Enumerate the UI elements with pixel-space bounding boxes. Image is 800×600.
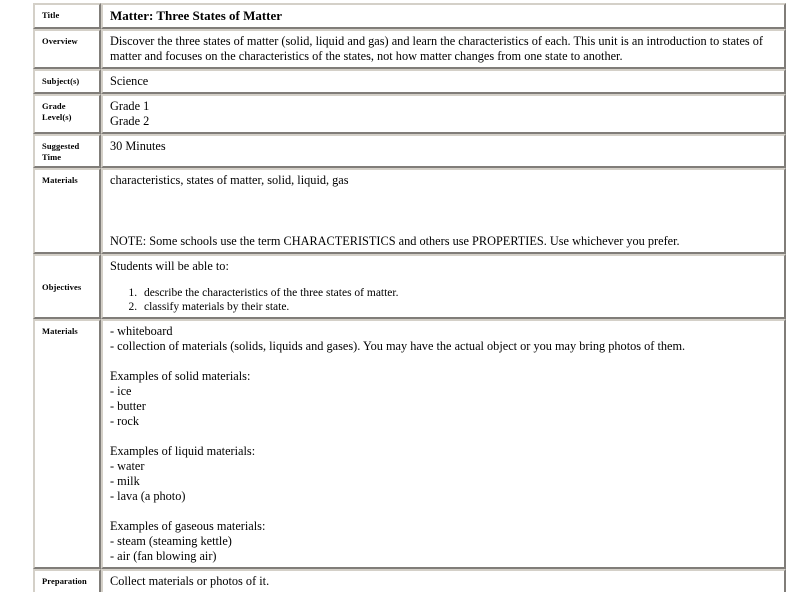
- row-value-subjects: Science: [101, 69, 786, 94]
- grade-level-line-1: Grade 1: [110, 99, 150, 113]
- list-item: - water: [110, 459, 145, 473]
- objectives-intro-text: Students will be able to:: [110, 259, 229, 273]
- row-value-overview: Discover the three states of matter (solid, liquid and gas) and learn the characteristics of each. This unit is an introduction to states of matter and focuses on the characteristics of the states, not how matter changes from one state to another.: [101, 29, 786, 69]
- materials-keywords-text: characteristics, states of matter, solid, liquid, gas: [110, 173, 349, 187]
- table-row-overview: [33, 29, 786, 69]
- liquid-materials-heading: Examples of liquid materials:: [110, 444, 256, 458]
- vertical-spacer: [110, 274, 779, 286]
- row-value-objectives: [101, 254, 786, 319]
- list-item: 2. classify materials by their state.: [140, 300, 779, 314]
- table-row-preparation: [33, 569, 786, 592]
- objectives-list: [110, 286, 779, 314]
- list-item: - butter: [110, 399, 146, 413]
- vertical-spacer: [110, 504, 779, 519]
- table-row-materials-list: [33, 319, 786, 569]
- lesson-title-text: Matter: Three States of Matter: [110, 8, 283, 23]
- gaseous-materials-heading: Examples of gaseous materials:: [110, 519, 266, 533]
- row-value-materials-list: [101, 319, 786, 569]
- list-item: - ice: [110, 384, 132, 398]
- materials-note-text: NOTE: Some schools use the term CHARACTERISTICS and others use PROPERTIES. Use whichever you prefer.: [110, 234, 680, 248]
- list-item: - rock: [110, 414, 140, 428]
- row-value-materials-keywords: [101, 168, 786, 254]
- vertical-spacer: [110, 429, 779, 444]
- row-label-materials-list: Materials: [33, 319, 101, 569]
- row-label-objectives: Objectives: [33, 254, 101, 319]
- vertical-spacer: [110, 354, 779, 369]
- table-row-materials-keywords: [33, 168, 786, 254]
- row-value-grade-levels: [101, 94, 786, 134]
- row-label-grade-levels: Grade Level(s): [33, 94, 101, 134]
- row-label-suggested-time: Suggested Time: [33, 134, 101, 168]
- list-item: - whiteboard: [110, 324, 173, 338]
- row-label-overview: Overview: [33, 29, 101, 69]
- row-value-suggested-time: 30 Minutes: [101, 134, 786, 168]
- list-item: 1. describe the characteristics of the three states of matter.: [140, 286, 779, 300]
- table-row-objectives: [33, 254, 786, 319]
- grade-level-line-2: Grade 2: [110, 114, 150, 128]
- table-row-grade-levels: [33, 94, 786, 134]
- row-label-title: Title: [33, 3, 101, 29]
- solid-materials-heading: Examples of solid materials:: [110, 369, 251, 383]
- row-label-materials-keywords: Materials: [33, 168, 101, 254]
- list-item: - collection of materials (solids, liquids and gases). You may have the actual object or you may bring photos of them.: [110, 339, 686, 353]
- row-label-subjects: Subject(s): [33, 69, 101, 94]
- vertical-spacer: [110, 188, 779, 234]
- table-row-title: [33, 3, 786, 29]
- row-value-title: [101, 3, 786, 29]
- list-item: - lava (a photo): [110, 489, 186, 503]
- table-row-subjects: [33, 69, 786, 94]
- row-label-preparation: Preparation: [33, 569, 101, 592]
- row-value-preparation: Collect materials or photos of it.: [101, 569, 786, 592]
- list-item: - steam (steaming kettle): [110, 534, 232, 548]
- lesson-plan-table: [33, 3, 786, 592]
- table-row-suggested-time: [33, 134, 786, 168]
- list-item: - air (fan blowing air): [110, 549, 217, 563]
- list-item: - milk: [110, 474, 140, 488]
